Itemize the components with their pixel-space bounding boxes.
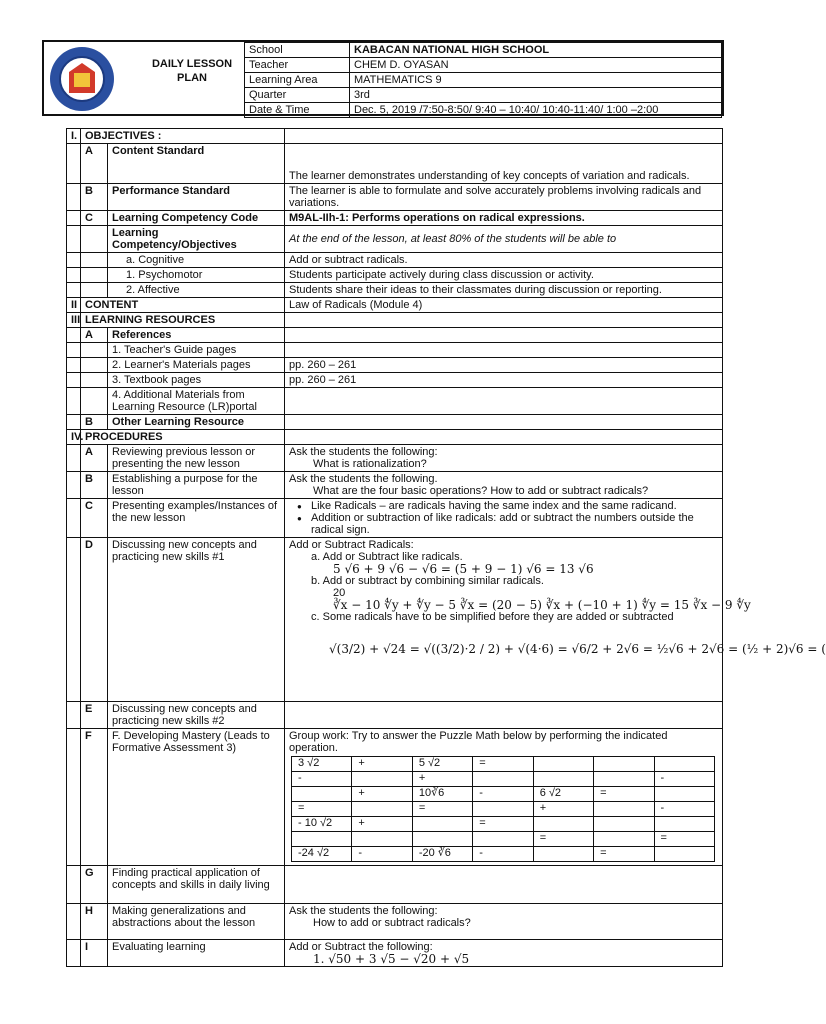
math-expression: 1. √50 + 3 √5 − √20 + √5 [313,952,470,966]
row-value: Group work: Try to answer the Puzzle Math below by performing the indicated operation. 3 √2 + 5 √2 = - + - + 10∛6 - 6 √2 = = = + - - 10 √2 + = = = -24 √2 - -20 ∛6 - = [285,729,723,866]
textbook-row [67,373,723,388]
row-value: The learner is able to formulate and solve accurately problems involving radicals and variations. [285,184,723,211]
puzzle-row [292,772,715,787]
row-letter: G [81,866,108,904]
puzzle-cell: - [654,802,714,817]
puzzle-cell [473,772,533,787]
section-number: III [67,313,81,328]
row-value: pp. 260 – 261 [285,373,723,388]
row-letter: C [81,499,108,538]
psychomotor-row [67,268,723,283]
puzzle-cell: = [654,832,714,847]
row-label: Presenting examples/Instances of the new lesson [108,499,285,538]
section-title: OBJECTIVES : [81,129,285,144]
puzzle-cell: = [412,802,472,817]
row-value: Students share their ideas to their classmates during discussion or reporting. [285,283,723,298]
procedure-b-row [67,472,723,499]
row-letter: B [81,472,108,499]
affective-row [67,283,723,298]
puzzle-cell: - [352,847,412,862]
procedure-h-row [67,904,723,940]
row-letter: H [81,904,108,940]
row-value: M9AL-IIh-1: Performs operations on radical expressions. [285,211,723,226]
row-label: Performance Standard [108,184,285,211]
date-time-label: Date & Time [245,103,350,118]
section-title: LEARNING RESOURCES [81,313,285,328]
learning-area-label: Learning Area [245,73,350,88]
row-value: Students participate actively during class discussion or activity. [285,268,723,283]
procedure-i-row [67,940,723,967]
row-letter: B [81,415,108,430]
header-info-table [244,42,722,118]
row-letter: I [81,940,108,967]
puzzle-cell: -24 √2 [292,847,352,862]
cognitive-row [67,253,723,268]
procedure-d-row [67,538,723,702]
objectives-heading-row [67,129,723,144]
row-label: Making generalizations and abstractions about the lesson [108,904,285,940]
math-expression: ∛x − 10 ∜y + ∜y − 5 ∛x = (20 − 5) ∛x + (−10 + 1) ∜y = 15 ∛x − 9 ∜y [333,598,751,612]
lesson-plan-header [42,40,724,116]
row-label: 4. Additional Materials from Learning Resource (LR)portal [108,388,285,415]
row-letter: A [81,445,108,472]
puzzle-math-grid [291,756,715,862]
other-resource-row [67,415,723,430]
puzzle-cell [594,757,654,772]
puzzle-cell [654,817,714,832]
puzzle-cell [594,802,654,817]
puzzle-row [292,817,715,832]
content-standard-row [67,144,723,184]
puzzle-cell: - [292,772,352,787]
puzzle-row [292,757,715,772]
teachers-guide-row [67,343,723,358]
row-value: The learner demonstrates understanding of key concepts of variation and radicals. [285,144,723,184]
procedure-a-row [67,445,723,472]
puzzle-cell: + [412,772,472,787]
deped-seal-logo [50,47,114,111]
teacher-value: CHEM D. OYASAN [350,58,722,73]
row-label: 3. Textbook pages [108,373,285,388]
row-value: Ask the students the following. What are the four basic operations? How to add or subtract radicals? [285,472,723,499]
row-label: Other Learning Resource [108,415,285,430]
row-letter: A [81,144,108,184]
puzzle-cell: + [352,787,412,802]
quarter-label: Quarter [245,88,350,103]
puzzle-cell: + [352,757,412,772]
puzzle-cell: = [594,847,654,862]
section-title: PROCEDURES [81,430,285,445]
procedure-g-row [67,866,723,904]
lesson-plan-body [66,128,826,967]
performance-standard-row [67,184,723,211]
school-value: KABACAN NATIONAL HIGH SCHOOL [350,43,722,58]
puzzle-cell [352,772,412,787]
puzzle-cell: - [654,772,714,787]
section-number: IV. [67,430,81,445]
puzzle-cell [594,817,654,832]
puzzle-cell: - [473,847,533,862]
puzzle-row [292,832,715,847]
row-value: Ask the students the following: What is rationalization? [285,445,723,472]
procedure-e-row [67,702,723,729]
row-label: Content Standard [108,144,285,184]
date-time-value: Dec. 5, 2019 /7:50-8:50/ 9:40 – 10:40/ 10:40-11:40/ 1:00 –2:00 [350,103,722,118]
bullet-item: ● Like Radicals – are radicals having the same index and the same radicand. [289,500,718,512]
row-value [285,343,723,358]
row-label: F. Developing Mastery (Leads to Formative Assessment 3) [108,729,285,866]
additional-materials-row [67,388,723,415]
row-value: Law of Radicals (Module 4) [285,298,723,313]
puzzle-cell: 6 √2 [533,787,593,802]
puzzle-cell: = [473,817,533,832]
puzzle-cell: 3 √2 [292,757,352,772]
bullet-item: ● Addition or subtraction of like radicals: add or subtract the numbers outside the radical sign. [289,512,718,536]
row-label: 2. Affective [108,283,285,298]
puzzle-cell: = [292,802,352,817]
puzzle-cell: + [533,802,593,817]
puzzle-row [292,787,715,802]
content-row [67,298,723,313]
row-letter: A [81,328,108,343]
puzzle-cell [412,832,472,847]
references-row [67,328,723,343]
puzzle-row [292,847,715,862]
row-value: At the end of the lesson, at least 80% of the students will be able to [285,226,723,253]
row-value: Add or subtract radicals. [285,253,723,268]
row-letter: D [81,538,108,702]
teacher-label: Teacher [245,58,350,73]
puzzle-cell [533,847,593,862]
puzzle-cell [654,847,714,862]
puzzle-cell [292,787,352,802]
learning-area-value: MATHEMATICS 9 [350,73,722,88]
row-letter: F [81,729,108,866]
row-value: Ask the students the following: How to add or subtract radicals? [285,904,723,940]
row-value: Add or Subtract the following: 1. √50 + 3 √5 − √20 + √5 [285,940,723,967]
row-value: Add or Subtract Radicals: a. Add or Subtract like radicals. 5 √6 + 9 √6 − √6 = (5 + 9 − 1) √6 = 13 √6 b. Add or subtract by combining similar radicals. 20 ∛x − 10 ∜y + ∜y − 5 ∛x = (20 − 5) ∛x + (−10 + 1) ∜y = 15 ∛x − 9 ∜y c. Some radicals have to be simplified before they are added or subtracted √(3/2) + √24 = √((3/2)·2 / 2) + √(4·6) = √6/2 + 2√6 = ½√6 + 2√6 = (½ + 2)√6 = ( [285,538,723,702]
puzzle-cell [352,832,412,847]
puzzle-cell [654,787,714,802]
puzzle-cell: 5 √2 [412,757,472,772]
puzzle-cell: = [473,757,533,772]
puzzle-cell [533,757,593,772]
math-expression: √(3/2) + √24 = √((3/2)·2 / 2) + √(4·6) = √6/2 + 2√6 = ½√6 + 2√6 = (½ + 2)√6 = ( [329,642,826,656]
resources-heading-row [67,313,723,328]
puzzle-row [292,802,715,817]
row-label: a. Cognitive [108,253,285,268]
puzzle-cell [473,832,533,847]
puzzle-cell: -20 ∛6 [412,847,472,862]
row-letter: B [81,184,108,211]
row-label: Evaluating learning [108,940,285,967]
puzzle-cell [352,802,412,817]
row-label: Establishing a purpose for the lesson [108,472,285,499]
row-letter: E [81,702,108,729]
row-label: 1. Teacher's Guide pages [108,343,285,358]
puzzle-cell [473,802,533,817]
row-value [285,499,723,538]
puzzle-cell: - 10 √2 [292,817,352,832]
competency-objectives-row [67,226,723,253]
learners-materials-row [67,358,723,373]
procedure-c-row [67,499,723,538]
puzzle-cell [412,817,472,832]
row-label: Finding practical application of concepts and skills in daily living [108,866,285,904]
row-letter: C [81,211,108,226]
section-number: I. [67,129,81,144]
procedures-heading-row [67,430,723,445]
row-label: Discussing new concepts and practicing new skills #2 [108,702,285,729]
row-label: Reviewing previous lesson or presenting the new lesson [108,445,285,472]
puzzle-cell: + [352,817,412,832]
section-title: CONTENT [81,298,285,313]
row-label: Learning Competency/Objectives [108,226,285,253]
quarter-value: 3rd [350,88,722,103]
puzzle-cell: 10∛6 [412,787,472,802]
row-label: 1. Psychomotor [108,268,285,283]
puzzle-cell [533,817,593,832]
puzzle-cell: = [594,787,654,802]
math-expression: 5 √6 + 9 √6 − √6 = (5 + 9 − 1) √6 = 13 √6 [333,562,594,576]
row-value: pp. 260 – 261 [285,358,723,373]
row-label: Learning Competency Code [108,211,285,226]
school-label: School [245,43,350,58]
puzzle-cell: = [533,832,593,847]
document-title: DAILY LESSON PLAN [151,58,233,84]
competency-code-row [67,211,723,226]
puzzle-cell [594,772,654,787]
puzzle-cell [292,832,352,847]
row-label: 2. Learner's Materials pages [108,358,285,373]
procedure-f-row [67,729,723,866]
row-label: Discussing new concepts and practicing new skills #1 [108,538,285,702]
section-number: II [67,298,81,313]
puzzle-cell [594,832,654,847]
puzzle-cell [533,772,593,787]
row-label: References [108,328,285,343]
puzzle-cell: - [473,787,533,802]
puzzle-cell [654,757,714,772]
